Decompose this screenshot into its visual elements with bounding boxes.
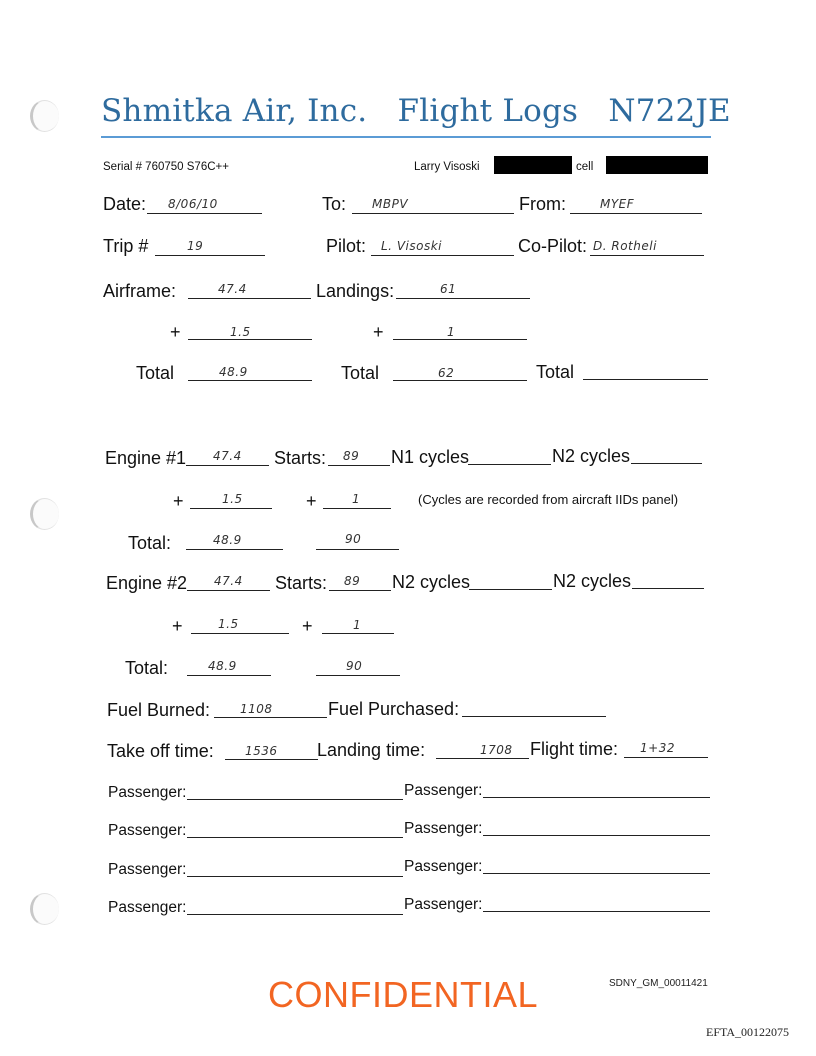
engine1-n2-cycles-label: N2 cycles bbox=[552, 446, 631, 466]
engine1-hours-value: 47.4 bbox=[213, 449, 242, 463]
passenger-label: Passenger: bbox=[404, 782, 483, 799]
engine1-plus-starts-line bbox=[323, 508, 391, 509]
engine1-total-starts-line bbox=[316, 549, 399, 550]
landings-plus-value: 1 bbox=[447, 325, 456, 339]
engine1-plus-hours-line bbox=[190, 508, 272, 509]
engine1-n1-cycles-line bbox=[468, 464, 551, 465]
passenger-line bbox=[187, 837, 403, 838]
landings-total-line bbox=[393, 380, 527, 381]
landings-plus-line bbox=[393, 339, 527, 340]
engine1-plus-hours-value: 1.5 bbox=[222, 492, 243, 506]
passenger-line bbox=[483, 835, 710, 836]
engine1-total-hours-value: 48.9 bbox=[213, 533, 242, 547]
landings-label: Landings: bbox=[316, 281, 395, 301]
passenger-label: Passenger: bbox=[108, 822, 187, 839]
airframe-label: Airframe: bbox=[103, 281, 177, 301]
landings-total-label: Total bbox=[341, 363, 380, 383]
fuel-purchased-line bbox=[462, 716, 606, 717]
flight-time-line bbox=[624, 757, 708, 758]
landings-field-line bbox=[396, 298, 530, 299]
engine2-plus-hours-line bbox=[191, 633, 289, 634]
engine1-total-label: Total: bbox=[128, 533, 172, 553]
redaction-bar bbox=[606, 156, 708, 174]
engine1-plus-sign: + bbox=[173, 491, 184, 511]
passenger-line bbox=[187, 876, 403, 877]
engine2-plus-starts-line bbox=[322, 633, 394, 634]
contact-name: Larry Visoski bbox=[414, 161, 480, 173]
passenger-line bbox=[483, 797, 710, 798]
engine1-total-hours-line bbox=[186, 549, 283, 550]
engine1-label: Engine #1 bbox=[105, 448, 187, 468]
fuel-burned-value: 1108 bbox=[240, 702, 273, 716]
flight-time-value: 1+32 bbox=[640, 741, 675, 755]
airframe-field-line bbox=[188, 298, 311, 299]
engine2-total-starts-value: 90 bbox=[346, 659, 363, 673]
serial-number: Serial # 760750 S76C++ bbox=[103, 161, 229, 173]
passenger-label: Passenger: bbox=[108, 899, 187, 916]
takeoff-time-line bbox=[225, 759, 318, 760]
passenger-label: Passenger: bbox=[404, 896, 483, 913]
cell-label: cell bbox=[576, 161, 594, 173]
engine2-plus-hours-value: 1.5 bbox=[218, 617, 239, 631]
binder-hole-top bbox=[30, 100, 59, 132]
airframe-total-value: 48.9 bbox=[219, 365, 248, 379]
airframe-plus-line bbox=[188, 339, 312, 340]
engine2-plus-starts-value: 1 bbox=[353, 618, 362, 632]
pilot-label: Pilot: bbox=[326, 236, 367, 256]
cycles-note: (Cycles are recorded from aircraft IIDs panel) bbox=[418, 492, 679, 507]
engine1-hours-line bbox=[186, 465, 269, 466]
engine2-hours-line bbox=[187, 590, 270, 591]
engine2-n2-cycles-label: N2 cycles bbox=[392, 572, 471, 592]
copilot-field-line bbox=[590, 255, 704, 256]
from-value: MYEF bbox=[600, 197, 635, 211]
copilot-value: D. Rotheli bbox=[593, 239, 657, 253]
copilot-label: Co-Pilot: bbox=[518, 236, 588, 256]
engine1-starts-line bbox=[328, 465, 390, 466]
title-rule bbox=[101, 136, 711, 138]
airframe-total-line bbox=[188, 380, 312, 381]
engine2-starts-value: 89 bbox=[344, 574, 361, 588]
engine2-first-cycles-line bbox=[469, 589, 552, 590]
passenger-line bbox=[187, 799, 403, 800]
binder-hole-middle bbox=[30, 498, 59, 530]
engine2-total-starts-line bbox=[316, 675, 400, 676]
engine2-hours-value: 47.4 bbox=[214, 574, 243, 588]
engine1-n1-cycles-label: N1 cycles bbox=[391, 447, 470, 467]
engine2-starts-label: Starts: bbox=[275, 573, 328, 593]
third-total-line bbox=[583, 379, 708, 380]
bates-number: SDNY_GM_00011421 bbox=[609, 978, 708, 989]
landing-time-line bbox=[436, 758, 529, 759]
fuel-burned-label: Fuel Burned: bbox=[107, 700, 211, 720]
binder-hole-bottom bbox=[30, 893, 59, 925]
passenger-line bbox=[483, 873, 710, 874]
airframe-value: 47.4 bbox=[218, 282, 247, 296]
engine1-plus-starts-sign: + bbox=[306, 491, 317, 511]
pilot-value: L. Visoski bbox=[381, 239, 442, 253]
airframe-plus-value: 1.5 bbox=[230, 325, 251, 339]
trip-field-line bbox=[155, 255, 265, 256]
landing-time-label: Landing time: bbox=[317, 740, 426, 760]
engine2-starts-line bbox=[329, 590, 391, 591]
engine1-total-starts-value: 90 bbox=[345, 532, 362, 546]
date-label: Date: bbox=[103, 194, 147, 214]
landings-total-value: 62 bbox=[438, 366, 455, 380]
to-field-line bbox=[352, 213, 514, 214]
engine1-plus-starts-value: 1 bbox=[352, 492, 361, 506]
engine1-starts-label: Starts: bbox=[274, 448, 327, 468]
from-label: From: bbox=[519, 194, 566, 214]
engine2-second-n2-cycles-label: N2 cycles bbox=[553, 571, 632, 591]
airframe-plus-sign: + bbox=[170, 322, 181, 342]
pilot-field-line bbox=[371, 255, 514, 256]
fuel-burned-line bbox=[214, 717, 327, 718]
engine2-label: Engine #2 bbox=[106, 573, 188, 593]
date-value: 8/06/10 bbox=[168, 197, 218, 211]
trip-value: 19 bbox=[187, 239, 204, 253]
passenger-label: Passenger: bbox=[108, 861, 187, 878]
efta-number: EFTA_00122075 bbox=[706, 1025, 790, 1039]
engine2-plus-sign: + bbox=[172, 616, 183, 636]
passenger-label: Passenger: bbox=[404, 820, 483, 837]
engine2-total-hours-value: 48.9 bbox=[208, 659, 237, 673]
page-title: Shmitka Air, Inc. Flight Logs N722JE bbox=[101, 93, 731, 129]
from-field-line bbox=[570, 213, 702, 214]
engine2-total-label: Total: bbox=[125, 658, 169, 678]
passenger-line bbox=[483, 911, 710, 912]
landings-value: 61 bbox=[440, 282, 457, 296]
engine2-second-cycles-line bbox=[632, 588, 704, 589]
engine2-plus-starts-sign: + bbox=[302, 616, 313, 636]
trip-label: Trip # bbox=[103, 236, 149, 256]
takeoff-time-label: Take off time: bbox=[107, 741, 214, 761]
landing-time-value: 1708 bbox=[480, 743, 513, 757]
engine1-starts-value: 89 bbox=[343, 449, 360, 463]
to-value: MBPV bbox=[372, 197, 409, 211]
third-total-label: Total bbox=[536, 362, 575, 382]
to-label: To: bbox=[322, 194, 347, 214]
airframe-total-label: Total bbox=[136, 363, 175, 383]
fuel-purchased-label: Fuel Purchased: bbox=[328, 699, 460, 719]
landings-plus-sign: + bbox=[373, 322, 384, 342]
confidential-stamp: CONFIDENTIAL bbox=[268, 974, 539, 1015]
passenger-label: Passenger: bbox=[404, 858, 483, 875]
date-field-line bbox=[147, 213, 262, 214]
engine2-total-hours-line bbox=[187, 675, 271, 676]
passenger-line bbox=[187, 914, 403, 915]
passenger-label: Passenger: bbox=[108, 784, 187, 801]
takeoff-time-value: 1536 bbox=[245, 744, 278, 758]
flight-time-label: Flight time: bbox=[530, 739, 619, 759]
engine1-n2-cycles-line bbox=[631, 463, 702, 464]
redaction-bar bbox=[494, 156, 572, 174]
